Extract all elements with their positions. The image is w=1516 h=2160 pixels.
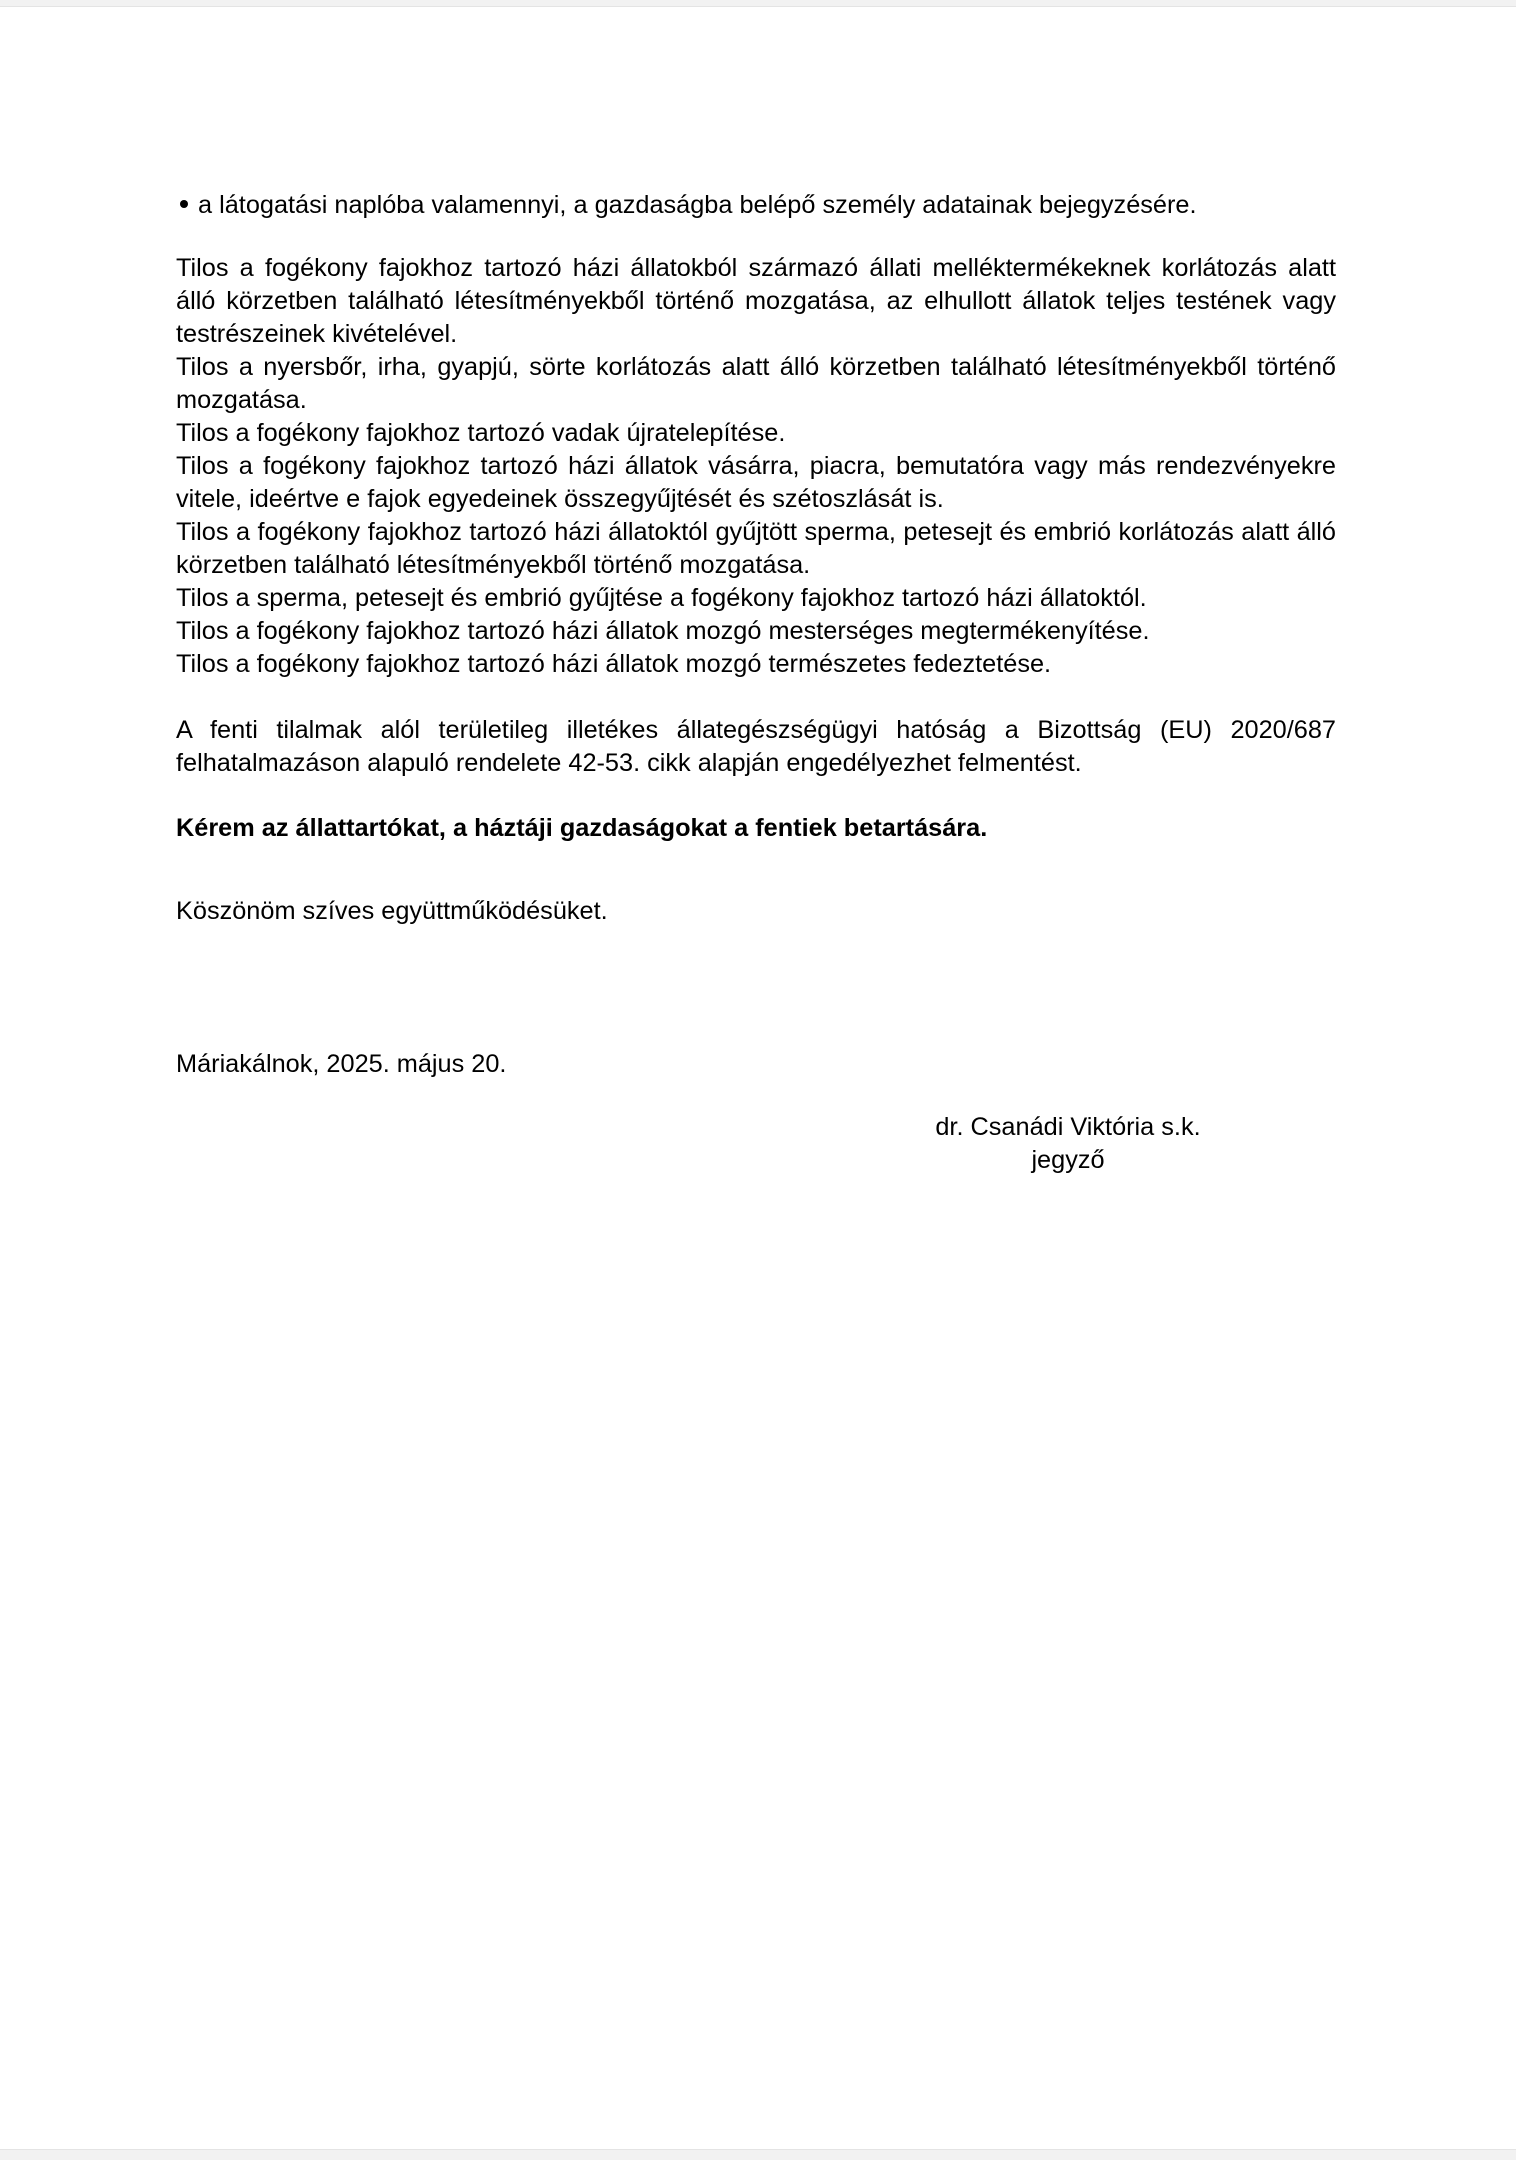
document-body	[176, 189, 1336, 1177]
thanks-text: Köszönöm szíves együttműködésüket.	[176, 897, 608, 925]
bullet-text: a látogatási naplóba valamennyi, a gazdaságba belépő személy adatainak bejegyzésére.	[198, 191, 1197, 219]
signatory-title: jegyző	[1031, 1146, 1105, 1174]
exemption-notice: A fenti tilalmak alól területileg illetékes állategészségügyi hatóság a Bizottság (EU) 2020/687 felhatalmazáson alapuló rendelete 42-53. cikk alapján engedélyezhet felmentést.	[176, 716, 1336, 777]
prohibitions-block	[176, 252, 1336, 681]
document-page	[0, 6, 1516, 2150]
signature-block	[900, 1111, 1236, 1177]
prohibition-paragraph: Tilos a fogékony fajokhoz tartozó házi állatoktól gyűjtött sperma, petesejt és embrió korlátozás alatt álló körzetben található létesítményekből történő mozgatása.	[176, 518, 1336, 579]
signatory-name: dr. Csanádi Viktória s.k.	[935, 1113, 1201, 1141]
bullet-icon	[180, 200, 188, 208]
prohibition-paragraph: Tilos a fogékony fajokhoz tartozó vadak újratelepítése.	[176, 419, 786, 447]
prohibition-paragraph: Tilos a sperma, petesejt és embrió gyűjtése a fogékony fajokhoz tartozó házi állatoktól.	[176, 584, 1147, 612]
prohibition-paragraph: Tilos a nyersbőr, irha, gyapjú, sörte korlátozás alatt álló körzetben található létesítményekből történő mozgatása.	[176, 353, 1336, 414]
request-heading: Kérem az állattartókat, a háztáji gazdaságokat a fentiek betartására.	[176, 814, 988, 842]
prohibition-paragraph: Tilos a fogékony fajokhoz tartozó házi állatokból származó állati melléktermékeknek korlátozás alatt álló körzetben található létesítményekből történő mozgatása, az elhullott állatok teljes testének vagy testrészeinek kivételével.	[176, 254, 1336, 348]
prohibition-paragraph: Tilos a fogékony fajokhoz tartozó házi állatok mozgó mesterséges megtermékenyítése.	[176, 617, 1150, 645]
place-date: Máriakálnok, 2025. május 20.	[176, 1050, 507, 1078]
prohibition-paragraph: Tilos a fogékony fajokhoz tartozó házi állatok mozgó természetes fedeztetése.	[176, 650, 1052, 678]
prohibition-paragraph: Tilos a fogékony fajokhoz tartozó házi állatok vásárra, piacra, bemutatóra vagy más rendezvényekre vitele, ideértve e fajok egyedeinek összegyűjtését és szétoszlását is.	[176, 452, 1336, 513]
list-item	[180, 189, 1336, 222]
